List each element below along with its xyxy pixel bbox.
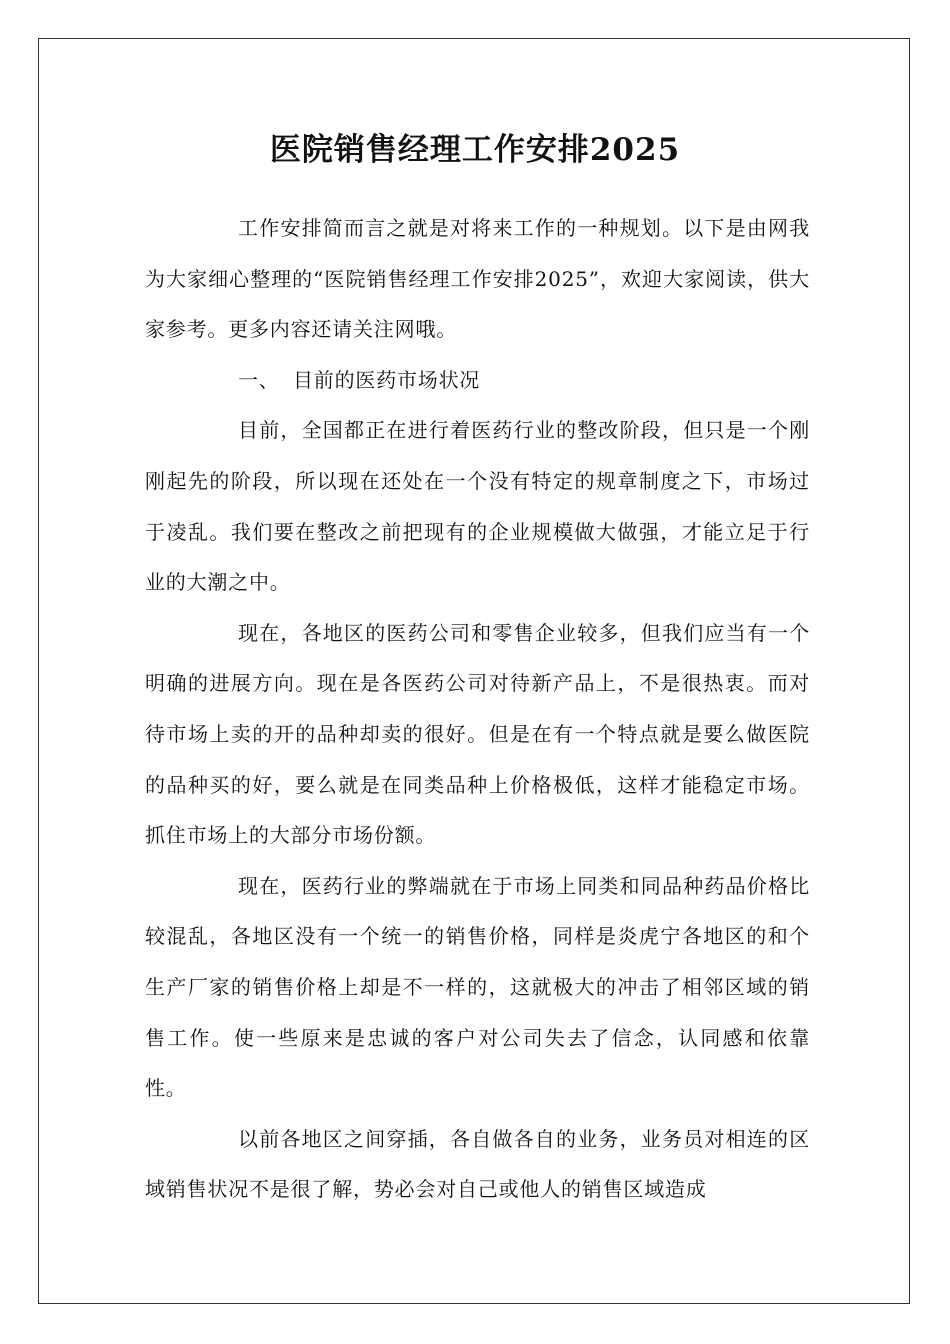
body-paragraph: 目前，全国都正在进行着医药行业的整改阶段，但只是一个刚刚起先的阶段，所以现在还处在一个没有特定的规章制度之下，市场过于凌乱。我们要在整改之前把现有的企业规模做大做强，才能立足于行业的大潮之中。 bbox=[145, 418, 810, 595]
intro-paragraph: 工作安排简而言之就是对将来工作的一种规划。以下是由网我为大家细心整理的“医院销售经理工作安排2025”，欢迎大家阅读，供大家参考。更多内容还请关注网哦。 bbox=[145, 216, 810, 342]
section-heading bbox=[145, 355, 810, 406]
body-paragraph: 现在，医药行业的弊端就在于市场上同类和同品种药品价格比较混乱，各地区没有一个统一的销售价格，同样是炎虎宁各地区的和个生产厂家的销售价格上却是不一样的，这就极大的冲击了相邻区域的销售工作。使一些原来是忠诚的客户对公司失去了信念，认同感和依靠性。 bbox=[145, 873, 810, 1101]
body-paragraph: 以前各地区之间穿插，各自做各自的业务，业务员对相连的区域销售状况不是很了解，势必会对自己或他人的销售区域造成 bbox=[145, 1126, 810, 1202]
section-number: 一、 bbox=[238, 367, 280, 392]
body-paragraph: 现在，各地区的医药公司和零售企业较多，但我们应当有一个明确的进展方向。现在是各医药公司对待新产品上，不是很热衷。而对待市场上卖的开的品种却卖的很好。但是在有一个特点就是要么做医院的品种买的好，要么就是在同类品种上价格极低，这样才能稳定市场。抓住市场上的大部分市场份额。 bbox=[145, 620, 810, 848]
section-heading-text: 目前的医药市场状况 bbox=[293, 367, 481, 392]
document-title: 医院销售经理工作安排2025 bbox=[269, 132, 681, 168]
document-body bbox=[145, 203, 810, 1215]
